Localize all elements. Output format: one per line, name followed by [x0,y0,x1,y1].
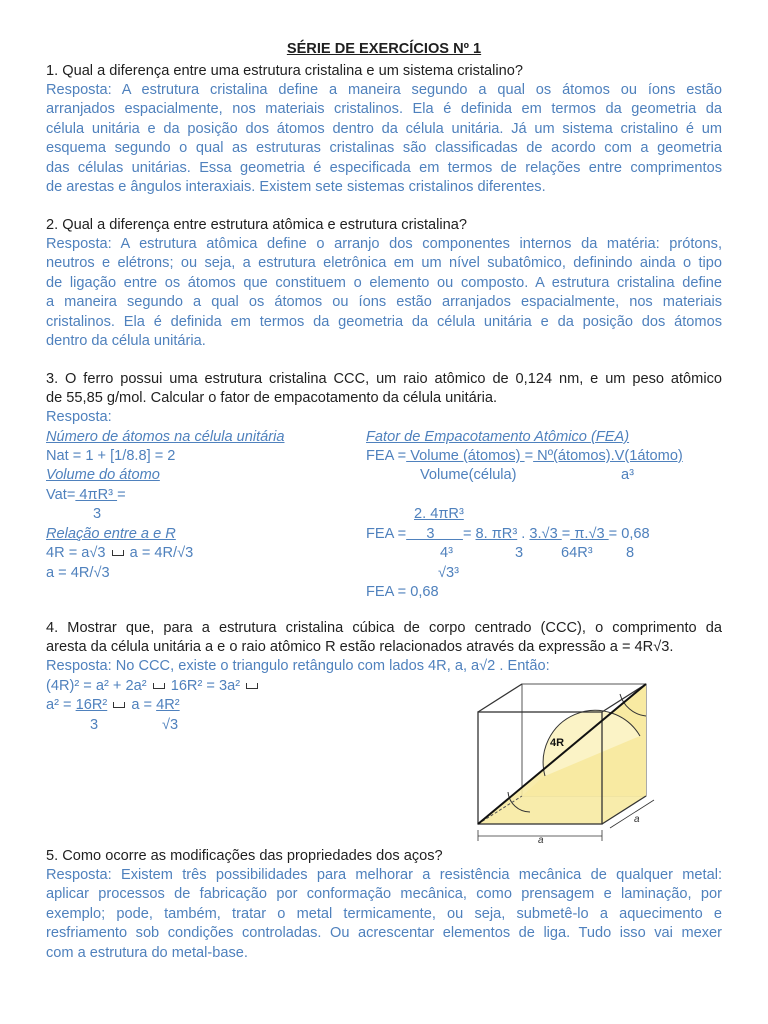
relation-1a: 4R = a√3 [46,545,106,561]
answer-5-line: resfriamento sob condições controladas. Ou acrescentar elementos de liga. Tudo isso vai mexer [46,925,722,942]
question-1: 1. Qual a diferença entre uma estrutura cristalina e um sistema cristalino? [46,63,523,79]
answer-1-line: esquema segundo o qual as estruturas cristalinas são classificadas de acordo com a geometria [46,140,722,157]
heading-atom-volume: Volume do átomo [46,467,160,483]
fea-3i: = 0,68 [608,526,650,542]
equation-fea-1 [366,447,683,466]
fea-1a: FEA = [366,448,407,464]
heading-fea: Fator de Empacotamento Atômico (FEA) [366,429,630,445]
fea-4b: 3 [515,545,524,561]
fea-1-denominator-1: Volume(célula) [420,467,517,483]
equation-vat [46,486,126,505]
equation-relation-1 [46,544,193,563]
answer-2-line: a maneira segundo a qual os átomos ou íons estão arranjados espacialmente, nos materiais [46,294,722,311]
fea-3e: . [517,526,530,542]
implies-arrow-icon [112,550,124,556]
equation-q4-2 [46,696,180,715]
bcc-cube-figure [470,676,670,844]
fea-3a: FEA = [366,526,407,542]
heading-number-of-atoms: Número de átomos na célula unitária [46,429,285,445]
equation-nat: Nat = 1 + [1/8.8] = 2 [46,448,176,464]
question-3-line: de 55,85 g/mol. Calcular o fator de empacotamento da célula unitária. [46,390,498,406]
question-2: 2. Qual a diferença entre estrutura atômica e estrutura cristalina? [46,217,468,233]
answer-1-line: Resposta: A estrutura cristalina define a maneira segundo a qual os átomos ou íons estão [46,82,722,98]
answer-1-line: de arestas e ângulos interaxiais. Existem sete sistemas cristalinos diferentes. [46,179,546,196]
fea-1d: Nº(átomos).V(1átomo) [533,448,683,464]
answer-5-line: aplicar processos de fabricação por conformação mecânica, como prensagem e laminação, por [46,886,722,903]
fea-4c: 64R³ [561,545,593,561]
q4-eq2b: 16R² [75,697,108,713]
question-4-line: 4. Mostrar que, para a estrutura cristalina cúbica de corpo centrado (CCC), o comprimento da [46,620,722,636]
equation-relation-2: a = 4R/√3 [46,565,110,581]
fea-4a: 4³ [440,545,453,561]
q4-eq1b: 16R² = 3a² [170,678,241,694]
relation-1b: a = 4R/√3 [129,545,194,561]
fea-3g: = [561,526,571,542]
answer-3-label: Resposta: [46,409,112,425]
q4-eq2c: a = [131,697,157,713]
answer-5-line: com a estrutura do metal-base. [46,944,248,961]
fea-3f: 3.√3 [529,526,562,542]
fea-1b: Volume (átomos) [406,448,525,464]
answer-5-line: Resposta: Existem três possibilidades para melhorar a resistência mecânica de qualquer metal: [46,867,722,883]
fea-2-numerator [414,505,464,524]
equation-fea-3 [366,525,650,544]
answer-5 [46,866,722,963]
answer-1-line: das células unitárias. Essa geometria é especificada em termos de relações entre comprimentos [46,159,722,176]
answer-5-line: exemplo; pode, também, tratar o metal termicamente, ou seja, submetê-lo a aquecimento e [46,905,722,922]
answer-1-line: arranjados espacialmente, nos materiais cristalinos. Ela é definida em termos da geometria da [46,101,722,118]
question-4-line: aresta da célula unitária a e o raio atômico R estão relacionados através da expressão a = 4R√3. [46,639,674,655]
fea-result: FEA = 0,68 [366,584,439,600]
q4-eq3a: 3 [90,717,99,733]
answer-2-line: neutros e elétrons; ou seja, a estrutura eletrônica em um nível subatômico, definindo ainda o tipo [46,255,722,272]
cube-edge [478,684,522,712]
label-a-side: a [634,814,640,825]
fea-3h: π.√3 [570,526,609,542]
fea-3d: 8. πR³ [475,526,518,542]
vat-label: Vat= [46,487,76,503]
vat-equals: = [117,487,126,503]
q4-eq1a: (4R)² = a² + 2a² [46,678,147,694]
q4-eq3b: √3 [162,717,179,733]
fea-3c: = [462,526,476,542]
implies-arrow-icon [113,702,125,708]
heading-relation-a-r: Relação entre a e R [46,526,176,542]
question-5: 5. Como ocorre as modificações das propriedades dos aços? [46,848,443,864]
answer-1 [46,81,722,197]
label-a-bottom: a [538,835,544,844]
answer-1-line: célula unitária e da posição dos átomos dentro da célula unitária. Já um sistema cristalino é um [46,120,722,137]
fea-3b: 3 [406,526,463,542]
question-3-line: 3. O ferro possui uma estrutura cristalina CCC, um raio atômico de 0,124 nm, e um peso atômico [46,371,722,387]
answer-4-label: Resposta: No CCC, existe o triangulo retângulo com lados 4R, a, a√2 . Então: [46,658,550,674]
q4-eq2d: 4R² [156,697,180,713]
label-4r: 4R [550,737,565,749]
fea-2-numerator-text: 2. 4πR³ [414,506,464,522]
implies-arrow-icon [246,683,258,689]
implies-arrow-icon [153,683,165,689]
equation-q4-1 [46,677,260,696]
fea-1-denominator-2: a³ [621,467,634,483]
answer-2 [46,235,722,351]
answer-2-line: dentro da célula unitária. [46,333,206,350]
vat-denominator: 3 [93,506,102,522]
fea-1c: = [524,448,534,464]
answer-2-line: Resposta: A estrutura atômica define o arranjo dos componentes internos da matéria: prótons, [46,236,722,252]
fea-5: √3³ [438,565,459,581]
answer-2-line: de ligação entre os átomos que constituem o elemento ou composto. A estrutura cristalina define [46,274,722,291]
q4-eq2a: a² = [46,697,76,713]
answer-2-line: cristalinos. Ela é definida em termos da geometria da célula unitária e da posição dos átomos [46,313,722,330]
vat-numerator: 4πR³ [75,487,118,503]
fea-4d: 8 [626,545,635,561]
page-title: SÉRIE DE EXERCÍCIOS Nº 1 [286,41,482,57]
